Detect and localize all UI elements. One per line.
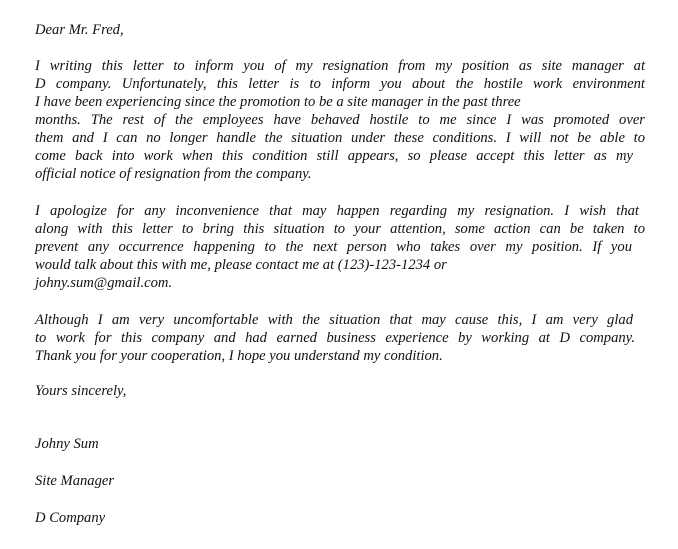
closing: Yours sincerely, bbox=[35, 383, 127, 399]
signature-name: Johny Sum bbox=[35, 436, 99, 452]
paragraph-line: months. The rest of the employees have behaved hostile to me since I was promoted over bbox=[35, 112, 645, 128]
paragraph-line: I have been experiencing since the promotion to be a site manager in the past three bbox=[35, 94, 521, 110]
paragraph-line: them and I can no longer handle the situation under these conditions. I will not be able to bbox=[35, 130, 645, 146]
paragraph-line: would talk about this with me, please contact me at (123)-123-1234 or bbox=[35, 257, 447, 273]
paragraph-line: prevent any occurrence happening to the next person who takes over my position. If you bbox=[35, 239, 632, 255]
paragraph-line: official notice of resignation from the company. bbox=[35, 166, 312, 182]
paragraph-line: I writing this letter to inform you of my resignation from my position as site manager at bbox=[35, 58, 645, 74]
paragraph-line: along with this letter to bring this situation to your attention, some action can be taken to bbox=[35, 221, 645, 237]
paragraph-line: Although I am very uncomfortable with the situation that may cause this, I am very glad bbox=[35, 312, 633, 328]
paragraph-line: D company. Unfortunately, this letter is to inform you about the hostile work environment bbox=[35, 76, 645, 92]
paragraph-line: to work for this company and had earned business experience by working at D company. bbox=[35, 330, 635, 346]
paragraph-line: come back into work when this condition still appears, so please accept this letter as my bbox=[35, 148, 633, 164]
paragraph-line: I apologize for any inconvenience that may happen regarding my resignation. I wish that bbox=[35, 203, 639, 219]
signature-company: D Company bbox=[35, 510, 106, 526]
signature-title: Site Manager bbox=[35, 473, 115, 489]
salutation: Dear Mr. Fred, bbox=[35, 22, 124, 38]
paragraph-line: Thank you for your cooperation, I hope you understand my condition. bbox=[35, 348, 443, 364]
email-line: johny.sum@gmail.com. bbox=[35, 275, 173, 291]
